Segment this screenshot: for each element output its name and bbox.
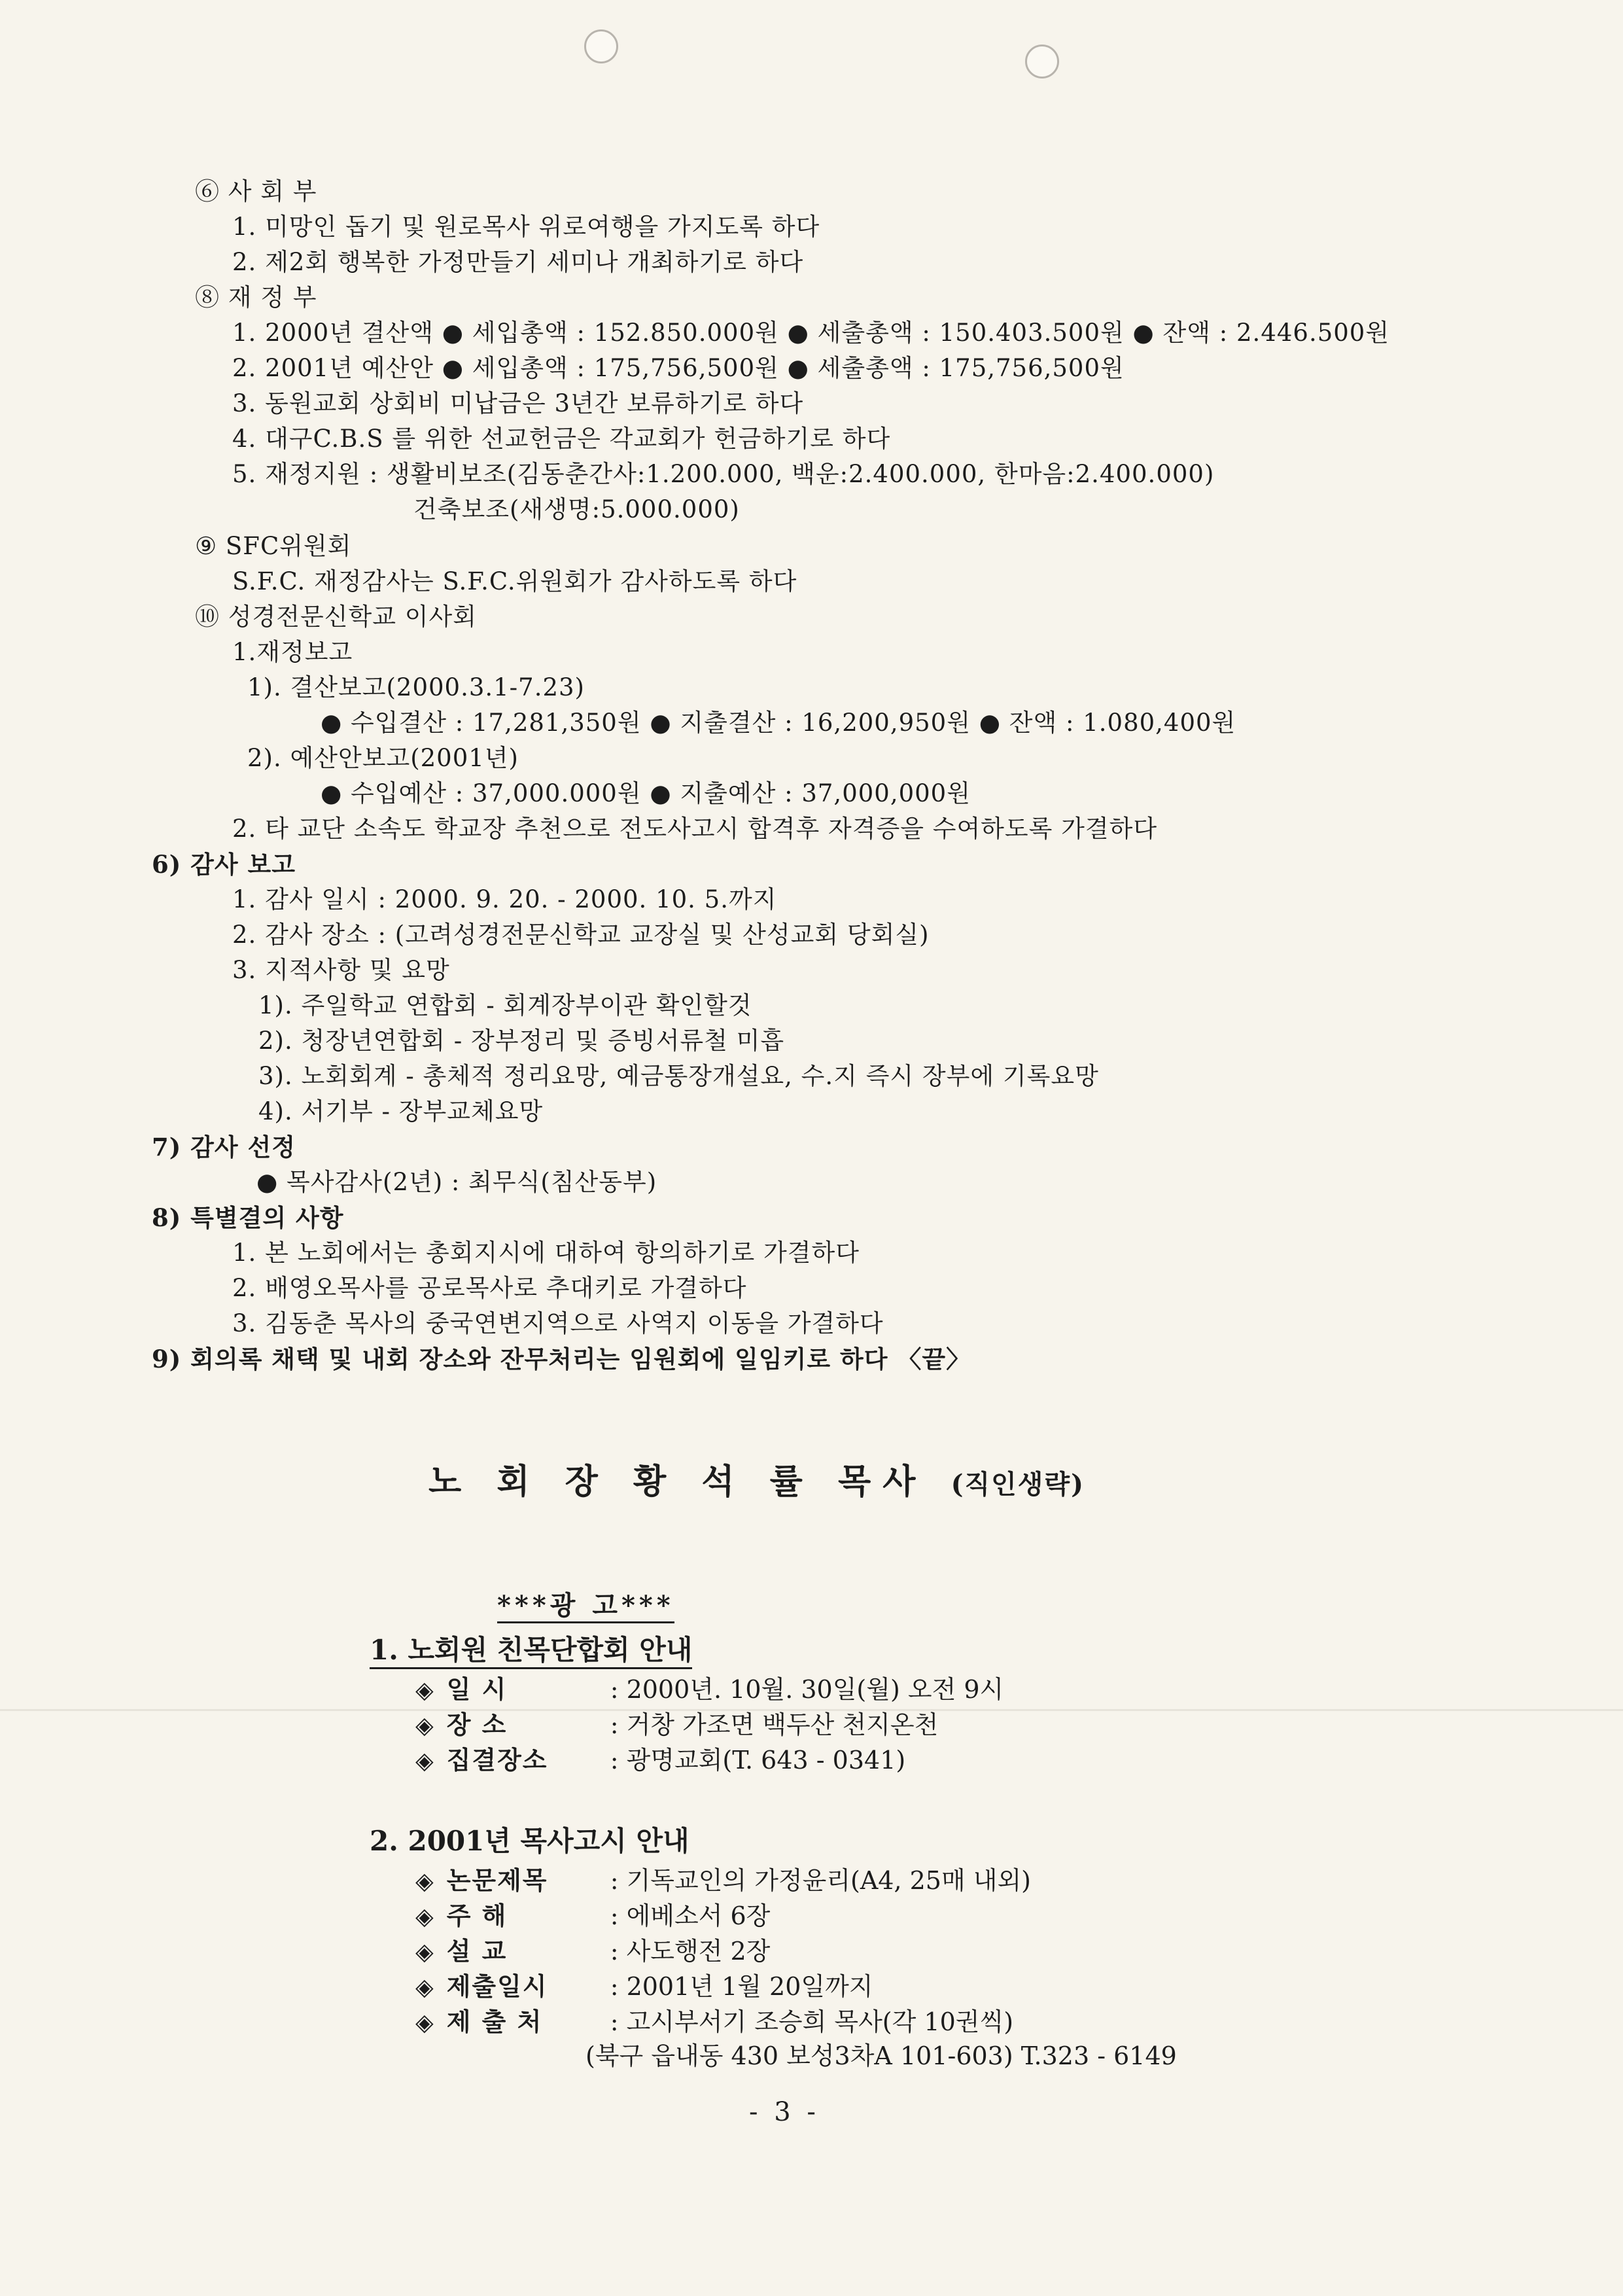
ad-row-value: : 사도행전 2장 [610,1937,771,1966]
ad-row-value: : 에베소서 6장 [610,1901,771,1930]
diamond-bullet-icon: ◈ [415,2009,434,2036]
ad-heading: 1. 노회원 친목단합회 안내 [370,1633,692,1669]
ad-row-label: 제 출 처 [446,2007,543,2036]
diamond-bullet-icon: ◈ [415,1868,434,1895]
diamond-bullet-icon: ◈ [415,1677,434,1704]
diamond-bullet-icon: ◈ [415,1974,434,2001]
section-heading: ⑧ 재 정 부 [195,283,317,311]
signature-note: (직인생략) [951,1469,1085,1500]
ad-row-label: 주 해 [446,1901,508,1930]
ad-address: (북구 읍내동 430 보성3차A 101-603) T.323 - 6149 [585,2041,1177,2070]
section-heading: ⑥ 사 회 부 [195,177,317,205]
item-line: 2. 타 교단 소속도 학교장 추천으로 전도사고시 합격후 자격증을 수여하도록 가결하다 [232,815,1158,843]
section-heading: 7) 감사 선정 [152,1133,296,1161]
item-line: 1. 2000년 결산액 ● 세입총액 : 152.850.000원 ● 세출총액 : 150.403.500원 ● 잔액 : 2.446.500원 [232,319,1390,347]
punch-hole [1025,44,1059,79]
section-heading: ⑩ 성경전문신학교 이사회 [195,603,477,631]
ad-row [415,1744,905,1777]
item-line: 2). 예산안보고(2001년) [247,744,519,772]
ad-row [415,2006,1013,2039]
ad-row [415,1865,1031,1898]
item-line: S.F.C. 재정감사는 S.F.C.위원회가 감사하도록 하다 [232,567,797,595]
item-line: 3). 노회회계 - 총체적 정리요망, 예금통장개설요, 수.지 즉시 장부에 기록요망 [258,1062,1099,1090]
item-line: 2. 감사 장소 : (고려성경전문신학교 교장실 및 산성교회 당회실) [232,921,930,949]
section-heading: 9) 회의록 채택 및 내회 장소와 잔무처리는 임원회에 일임키로 하다 〈끝〉 [152,1345,971,1373]
item-line: 2). 청장년연합회 - 장부정리 및 증빙서류철 미흡 [258,1027,785,1055]
item-line: 2. 제2회 행복한 가정만들기 세미나 개최하기로 하다 [232,248,804,276]
item-line: 1). 주일학교 연합회 - 회계장부이관 확인할것 [258,991,752,1019]
item-line: 건축보조(새생명:5.000.000) [413,495,740,523]
ad-row-label: 집결장소 [446,1745,548,1775]
item-line: 3. 동원교회 상회비 미납금은 3년간 보류하기로 하다 [232,389,804,417]
ad-row-value: : 광명교회(T. 643 - 0341) [610,1746,906,1775]
item-line: ● 수입결산 : 17,281,350원 ● 지출결산 : 16,200,950원 ● 잔액 : 1.080,400원 [321,709,1236,737]
ads-title: ***광 고*** [497,1590,674,1623]
diamond-bullet-icon: ◈ [415,1712,434,1739]
ad-row-label: 논문제목 [446,1865,548,1895]
item-line: 2. 2001년 예산안 ● 세입총액 : 175,756,500원 ● 세출총액 : 175,756,500원 [232,354,1125,382]
ad-row [415,1900,770,1933]
ad-row-value: : 거창 가조면 백두산 천지온천 [610,1710,939,1739]
item-line: 1. 감사 일시 : 2000. 9. 20. - 2000. 10. 5.까지 [232,885,777,913]
ad-row-label: 제출일시 [446,1971,548,2001]
diamond-bullet-icon: ◈ [415,1903,434,1930]
ad-row [415,1935,770,1968]
ad-row-label: 설 교 [446,1936,508,1966]
ad-row-value: : 2000년. 10월. 30일(월) 오전 9시 [610,1675,1004,1704]
ad-row-value: : 기독교인의 가정윤리(A4, 25매 내외) [610,1866,1032,1895]
punch-hole [584,29,618,63]
item-line: 1. 미망인 돕기 및 원로목사 위로여행을 가지도록 하다 [232,213,820,241]
item-line: 3. 김동춘 목사의 중국연변지역으로 사역지 이동을 가결하다 [232,1309,884,1337]
item-line: 1. 본 노회에서는 총회지시에 대하여 항의하기로 가결하다 [232,1239,860,1267]
ad-row [415,1674,1003,1706]
ad-row-label: 장 소 [446,1710,508,1739]
signature-line [428,1454,1085,1503]
diamond-bullet-icon: ◈ [415,1939,434,1966]
section-heading: 8) 특별결의 사항 [152,1203,344,1232]
section-heading: 6) 감사 보고 [152,850,296,879]
ad-heading: 2. 2001년 목사고시 안내 [370,1825,689,1857]
item-line: 1.재정보고 [232,638,353,666]
signature-name: 노 회 장 황 석 률 목사 [428,1462,928,1502]
item-line: 3. 지적사항 및 요망 [232,956,450,984]
ad-row-value: : 2001년 1월 20일까지 [610,1972,873,2001]
section-heading: ⑨ SFC위원회 [195,532,352,560]
item-line: ● 목사감사(2년) : 최무식(침산동부) [256,1168,657,1196]
ad-row [415,1971,873,2004]
ad-row-label: 일 시 [446,1674,508,1704]
item-line: 4. 대구C.B.S 를 위한 선교헌금은 각교회가 헌금하기로 하다 [232,425,891,453]
item-line: ● 수입예산 : 37,000.000원 ● 지출예산 : 37,000,000원 [321,779,971,807]
ad-row-value: : 고시부서기 조승희 목사(각 10권씩) [610,2007,1014,2036]
diamond-bullet-icon: ◈ [415,1748,434,1775]
item-line: 5. 재정지원 : 생활비보조(김동춘간사:1.200.000, 백운:2.400.000, 한마음:2.400.000) [232,460,1215,488]
item-line: 1). 결산보고(2000.3.1-7.23) [247,673,585,701]
item-line: 4). 서기부 - 장부교체요망 [258,1097,544,1125]
ad-row [415,1709,938,1742]
page-number: - 3 - [749,2097,820,2127]
item-line: 2. 배영오목사를 공로목사로 추대키로 가결하다 [232,1274,747,1302]
